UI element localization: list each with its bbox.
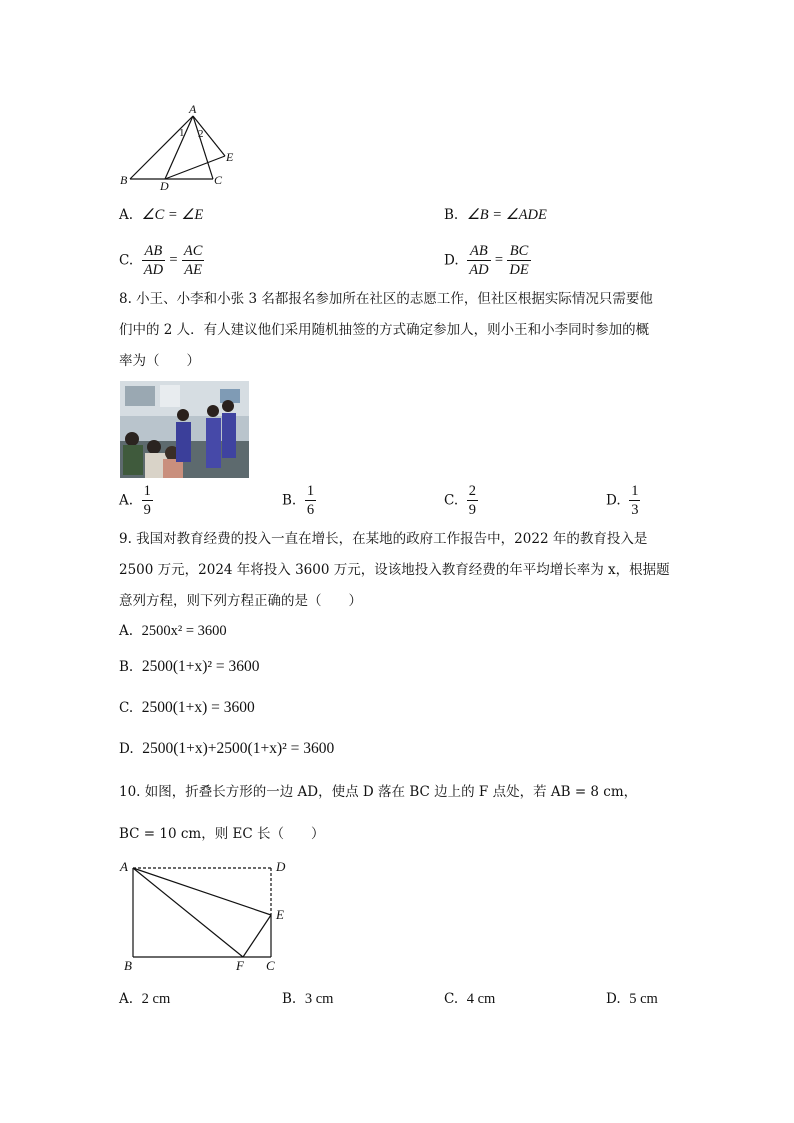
fig2-label-f: F bbox=[236, 958, 244, 973]
q8-option-b-fraction: $\frac{1}{6}$ bbox=[306, 483, 315, 518]
q8-option-c-letter: C. bbox=[444, 492, 459, 509]
q7-option-b-letter: B. bbox=[444, 207, 459, 223]
q10-option-a-text: 2 cm bbox=[141, 991, 171, 1007]
fig2-label-a: A bbox=[120, 859, 128, 874]
q8-option-a-letter: A. bbox=[119, 492, 134, 509]
q10-option-b[interactable] bbox=[282, 991, 333, 1008]
rectangle-fold-figure bbox=[118, 855, 288, 975]
q9-option-c-letter: C. bbox=[119, 700, 134, 716]
q10-option-b-text: 3 cm bbox=[304, 991, 334, 1007]
fig1-angle-2: 2 bbox=[198, 128, 204, 140]
q9-option-b-text: 2500(1+x)² = 3600 bbox=[141, 658, 260, 675]
q9-line-3: 意列方程，则下列方程正确的是（ ） bbox=[119, 593, 362, 609]
q7-option-d-eq: = bbox=[494, 252, 504, 268]
fig1-label-b: B bbox=[120, 173, 128, 187]
q8-line-2: 们中的 2 人．有人建议他们采用随机抽签的方式确定参加人，则小王和小李同时参加的概 bbox=[119, 322, 650, 338]
q10-option-a-letter: A. bbox=[119, 991, 134, 1007]
q7-option-c-frac1: $\frac{AB}{AD}$ bbox=[143, 243, 164, 278]
q10-option-c[interactable] bbox=[444, 991, 495, 1008]
q8-option-d-letter: D. bbox=[606, 492, 621, 509]
q7-option-d-letter: D. bbox=[444, 252, 459, 269]
q10-option-c-text: 4 cm bbox=[466, 991, 496, 1007]
q7-option-d-frac2: $\frac{BC}{DE}$ bbox=[509, 243, 529, 278]
q10-option-d[interactable] bbox=[606, 991, 658, 1008]
q10-option-d-letter: D. bbox=[606, 991, 621, 1007]
q9-option-a[interactable] bbox=[119, 623, 227, 640]
q9-line-1: 9. 我国对教育经费的投入一直在增长，在某地的政府工作报告中，2022 年的教育投入是 bbox=[119, 531, 648, 547]
fig1-angle-1: 1 bbox=[179, 127, 185, 139]
q7-option-d-frac1: $\frac{AB}{AD}$ bbox=[469, 243, 489, 278]
q8-option-c-fraction: $\frac{2}{9}$ bbox=[468, 483, 476, 518]
q7-option-d[interactable] bbox=[444, 242, 531, 279]
q7-option-c-eq: = bbox=[169, 252, 178, 268]
q8-line-3: 率为（ ） bbox=[119, 353, 200, 369]
fig2-label-c: C bbox=[266, 958, 275, 973]
q7-option-a-text: ∠C = ∠E bbox=[141, 207, 204, 223]
q8-option-b[interactable] bbox=[282, 482, 316, 519]
q8-option-d-fraction: $\frac{1}{3}$ bbox=[631, 483, 639, 518]
q9-option-d-letter: D. bbox=[119, 741, 134, 757]
q7-option-b-text: ∠B = ∠ADE bbox=[466, 207, 547, 223]
q8-option-b-letter: B. bbox=[282, 492, 297, 509]
q10-line-1: 10. 如图，折叠长方形的一边 AD，使点 D 落在 BC 边上的 F 点处，若 AB = 8 cm， bbox=[119, 784, 638, 800]
q10-option-c-letter: C. bbox=[444, 991, 459, 1007]
q9-option-c[interactable] bbox=[119, 699, 255, 717]
q9-option-d[interactable] bbox=[119, 740, 334, 758]
q8-option-a[interactable] bbox=[119, 482, 153, 519]
fig1-label-d: D bbox=[160, 179, 169, 193]
q9-option-b-letter: B. bbox=[119, 659, 134, 675]
q8-line-1: 8. 小王、小李和小张 3 名都报名参加所在社区的志愿工作，但社区根据实际情况只需要他 bbox=[119, 291, 653, 307]
fig1-label-c: C bbox=[214, 173, 223, 187]
q10-option-b-letter: B. bbox=[282, 991, 297, 1007]
q9-option-a-letter: A. bbox=[119, 623, 134, 639]
fig2-label-e: E bbox=[276, 907, 284, 922]
q9-option-b[interactable] bbox=[119, 658, 260, 676]
triangle-figure bbox=[115, 100, 245, 192]
fig2-label-b: B bbox=[124, 958, 132, 973]
fig1-label-a: A bbox=[189, 102, 197, 116]
q8-option-d[interactable] bbox=[606, 482, 640, 519]
q10-line-2: BC = 10 cm，则 EC 长（ ） bbox=[119, 826, 325, 842]
q9-option-a-text: 2500x² = 3600 bbox=[141, 623, 227, 639]
q9-option-c-text: 2500(1+x) = 3600 bbox=[141, 699, 255, 716]
q7-option-c[interactable] bbox=[119, 242, 204, 279]
q7-option-a[interactable] bbox=[119, 207, 203, 224]
fig1-label-e: E bbox=[226, 150, 234, 164]
q10-option-d-text: 5 cm bbox=[629, 991, 658, 1007]
q10-option-a[interactable] bbox=[119, 991, 170, 1008]
q7-option-c-letter: C. bbox=[119, 252, 134, 269]
q8-option-a-fraction: $\frac{1}{9}$ bbox=[143, 483, 151, 518]
q8-option-c[interactable] bbox=[444, 482, 478, 519]
q9-line-2: 2500 万元，2024 年将投入 3600 万元，设该地投入教育经费的年平均增长率为 x，根据题 bbox=[119, 562, 670, 578]
fig2-label-d: D bbox=[276, 859, 286, 874]
q7-option-a-letter: A. bbox=[119, 207, 134, 223]
volunteer-photo bbox=[120, 381, 249, 478]
q7-option-c-frac2: $\frac{AC}{AE}$ bbox=[183, 243, 203, 278]
q9-option-d-text: 2500(1+x)+2500(1+x)² = 3600 bbox=[142, 740, 335, 757]
q7-option-b[interactable] bbox=[444, 207, 547, 224]
